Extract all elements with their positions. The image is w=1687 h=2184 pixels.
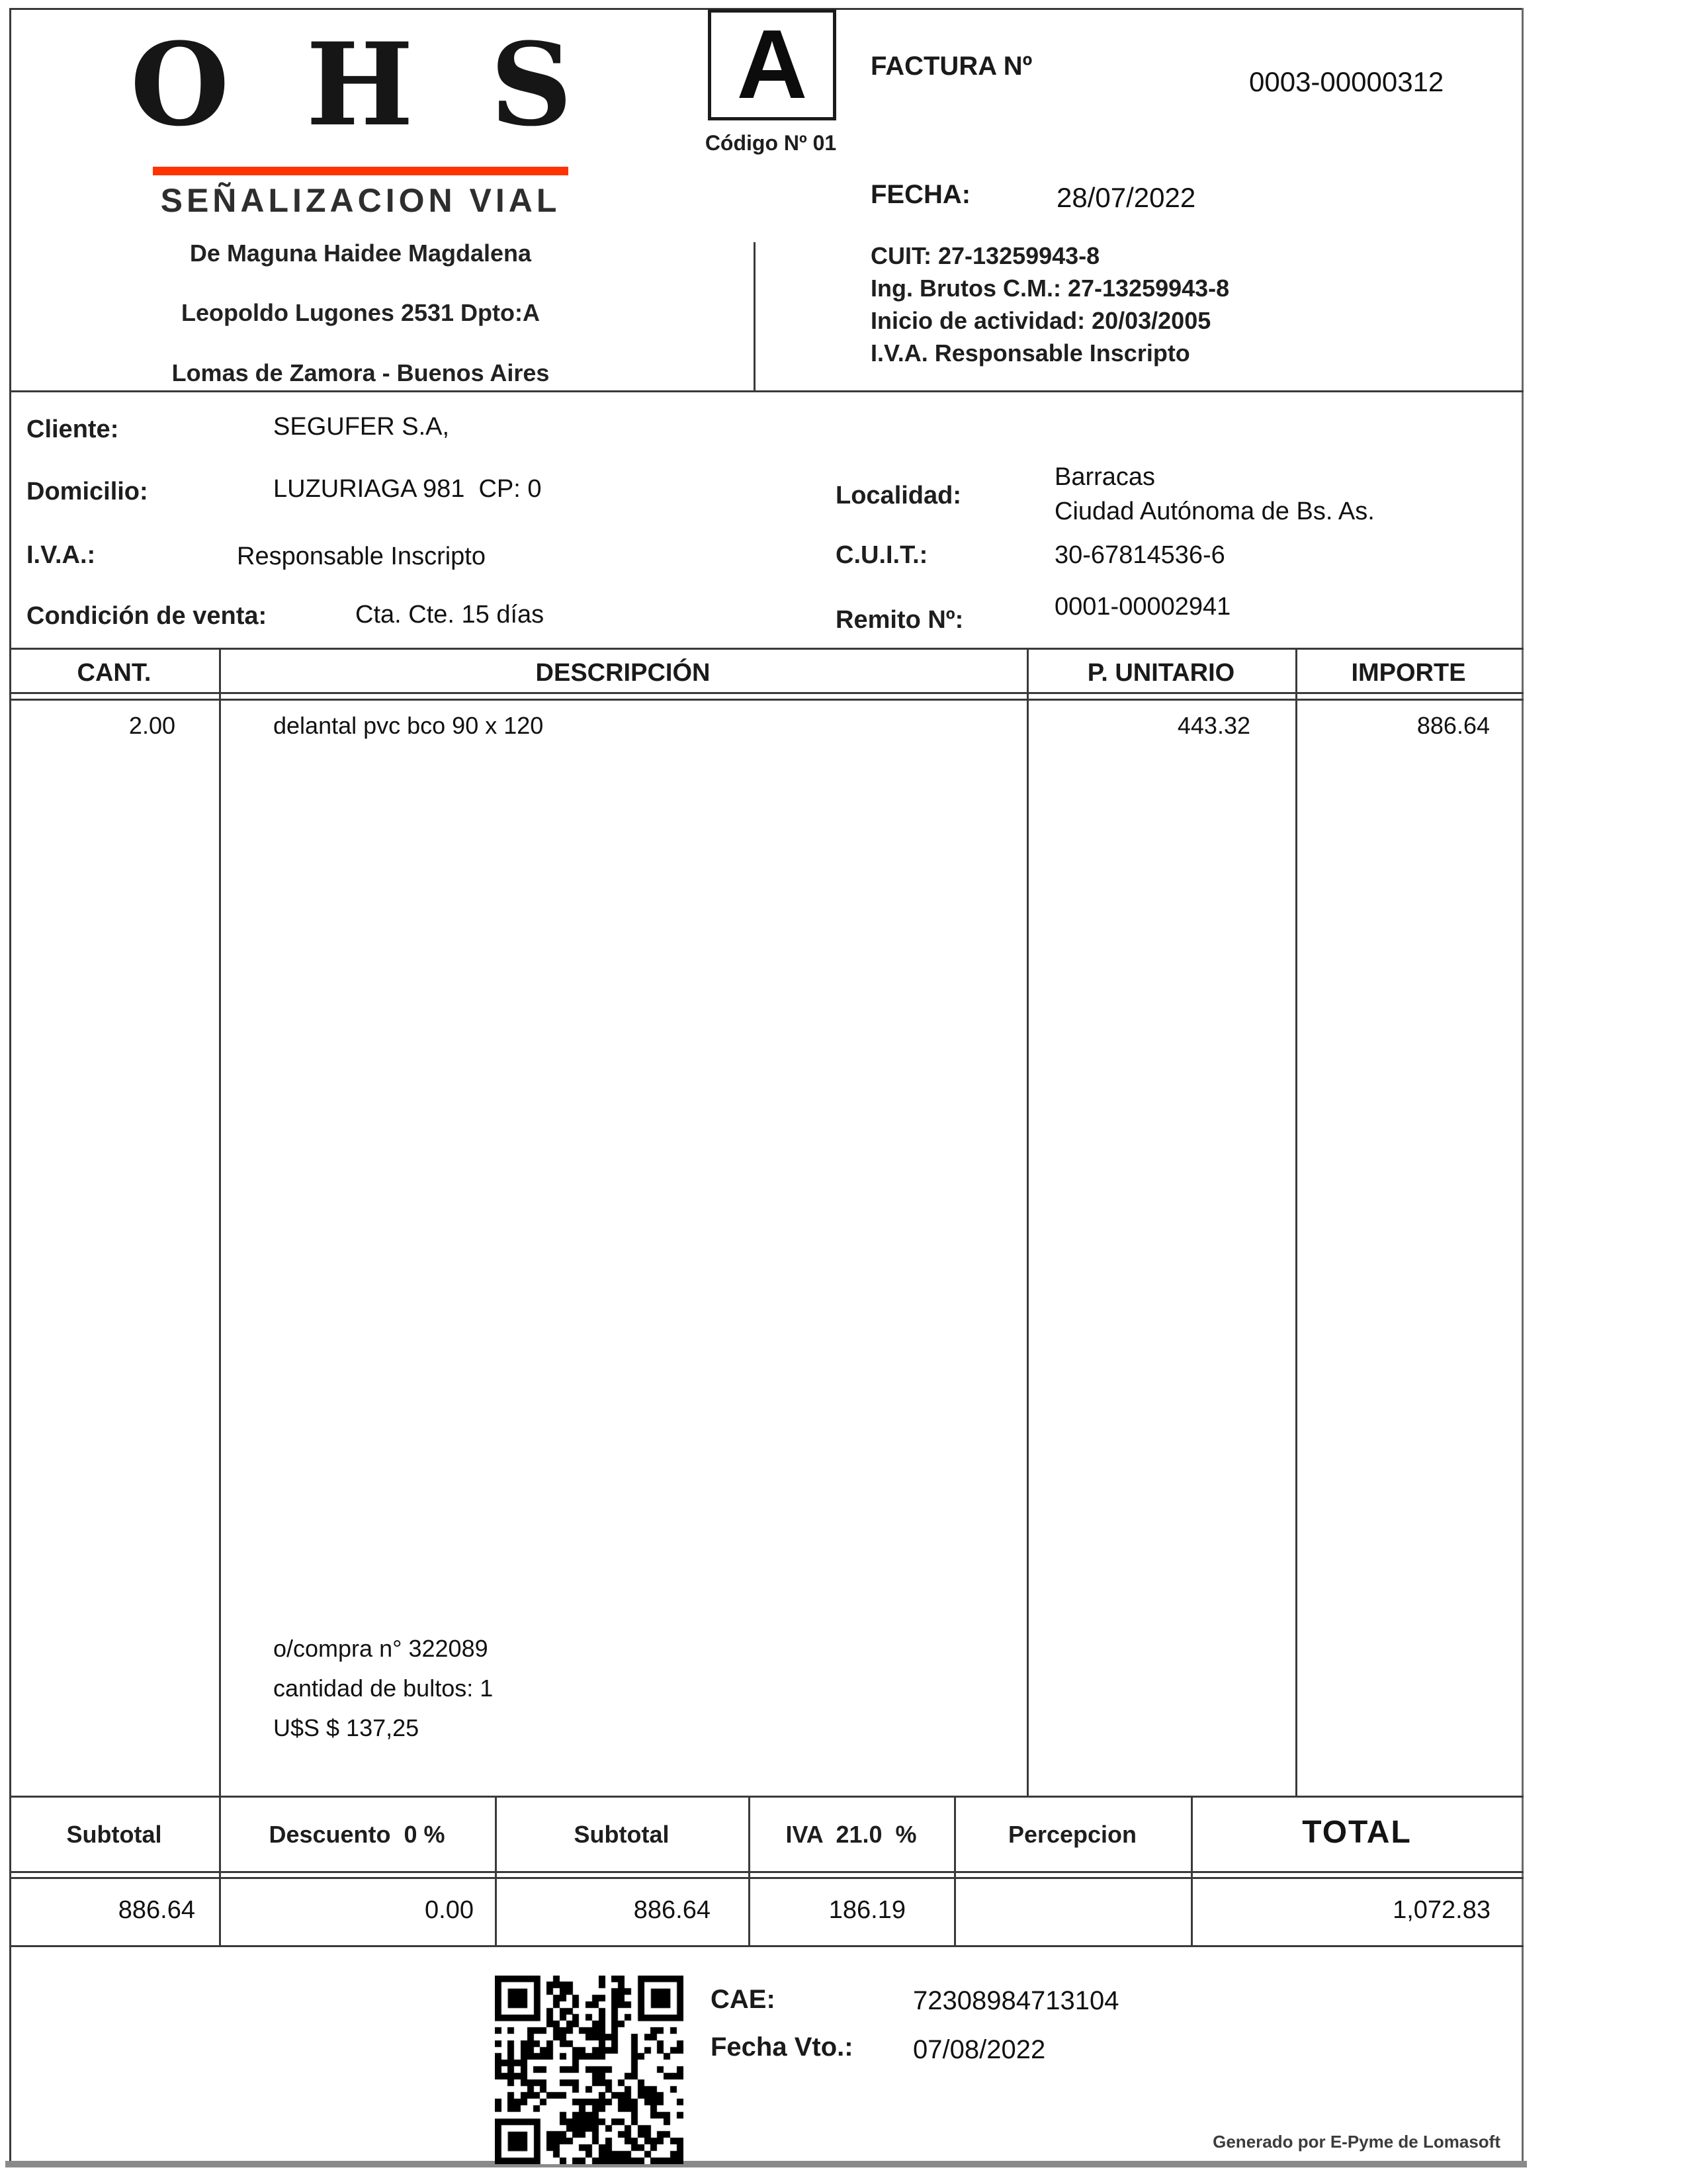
header-divider xyxy=(754,242,756,390)
summary-mid-line-1 xyxy=(9,1871,1524,1873)
col-header-descripcion: DESCRIPCIÓN xyxy=(535,659,711,687)
items-col-line-desc xyxy=(1027,648,1029,1797)
remito-label: Remito Nº: xyxy=(836,606,964,634)
items-header-line-1 xyxy=(9,692,1524,694)
items-col-line-cant xyxy=(219,648,221,1797)
header-bottom-line xyxy=(9,390,1524,392)
cae-label: CAE: xyxy=(711,1985,775,2014)
cuit-label: C.U.I.T.: xyxy=(836,541,928,569)
summary-top-line xyxy=(9,1796,1524,1798)
col-header-cant: CANT. xyxy=(77,659,151,687)
item-row-p-unitario: 443.32 xyxy=(1177,712,1250,739)
summary-subtotal1-value: 886.64 xyxy=(118,1896,195,1924)
summary-subtotal1-label: Subtotal xyxy=(66,1821,162,1848)
factura-number: 0003-00000312 xyxy=(1249,66,1444,97)
cliente-value: SEGUFER S.A, xyxy=(273,413,450,441)
summary-total-label: TOTAL xyxy=(1302,1815,1412,1850)
summary-descuento-value: 0.00 xyxy=(425,1896,474,1924)
summary-subtotal2-value: 886.64 xyxy=(633,1896,711,1924)
note-bultos: cantidad de bultos: 1 xyxy=(273,1675,494,1702)
item-row-descripcion: delantal pvc bco 90 x 120 xyxy=(273,712,544,739)
fiscal-ing-brutos: Ing. Brutos C.M.: 27-13259943-8 xyxy=(871,275,1230,302)
domicilio-value: LUZURIAGA 981 CP: 0 xyxy=(273,475,542,503)
summary-col-3 xyxy=(748,1796,750,1945)
company-address: Leopoldo Lugones 2531 Dpto:A xyxy=(181,299,540,326)
item-row-cant: 2.00 xyxy=(128,712,175,739)
col-header-p-unitario: P. UNITARIO xyxy=(1087,659,1235,687)
items-header-line-2 xyxy=(9,699,1524,701)
summary-col-2 xyxy=(495,1796,497,1945)
localidad-line1: Barracas xyxy=(1055,463,1156,491)
col-header-importe: IMPORTE xyxy=(1351,659,1466,687)
summary-subtotal2-label: Subtotal xyxy=(574,1821,670,1848)
factura-label: FACTURA Nº xyxy=(871,52,1033,81)
invoice-type-box xyxy=(708,9,836,120)
fecha-value: 28/07/2022 xyxy=(1057,182,1196,213)
items-col-line-unit xyxy=(1295,648,1297,1797)
summary-total-value: 1,072.83 xyxy=(1393,1896,1491,1924)
company-owner: De Maguna Haidee Magdalena xyxy=(189,240,532,267)
cuit-value: 30-67814536-6 xyxy=(1055,541,1225,569)
fiscal-cuit: CUIT: 27-13259943-8 xyxy=(871,242,1100,269)
summary-descuento-label: Descuento 0 % xyxy=(269,1821,445,1848)
item-row-importe: 886.64 xyxy=(1416,712,1490,739)
company-subtitle: SEÑALIZACION VIAL xyxy=(160,182,561,219)
condicion-venta-value: Cta. Cte. 15 días xyxy=(355,601,544,629)
domicilio-label: Domicilio: xyxy=(26,478,148,505)
logo-red-underline xyxy=(153,167,568,175)
summary-col-1 xyxy=(219,1796,221,1945)
localidad-label: Localidad: xyxy=(836,482,962,509)
invoice-type-code: Código Nº 01 xyxy=(705,131,837,155)
fecha-vto-label: Fecha Vto.: xyxy=(711,2032,853,2062)
cae-value: 72308984713104 xyxy=(913,1986,1119,2015)
fecha-vto-value: 07/08/2022 xyxy=(913,2035,1046,2064)
invoice-type-letter: A xyxy=(736,10,808,119)
fiscal-inicio-actividad: Inicio de actividad: 20/03/2005 xyxy=(871,307,1211,334)
remito-value: 0001-00002941 xyxy=(1055,593,1231,621)
summary-iva-label: IVA 21.0 % xyxy=(785,1821,917,1848)
summary-col-4 xyxy=(954,1796,956,1945)
summary-bottom-line xyxy=(9,1945,1524,1947)
localidad-line2: Ciudad Autónoma de Bs. As. xyxy=(1055,498,1375,525)
page-border-bottom xyxy=(5,2161,1527,2167)
company-city: Lomas de Zamora - Buenos Aires xyxy=(171,359,550,386)
note-dolares: U$S $ 137,25 xyxy=(273,1714,419,1741)
cliente-label: Cliente: xyxy=(26,415,119,443)
iva-label: I.V.A.: xyxy=(26,541,96,569)
summary-iva-value: 186.19 xyxy=(828,1896,906,1924)
qr-code-icon xyxy=(495,1976,683,2164)
summary-mid-line-2 xyxy=(9,1877,1524,1879)
fiscal-iva-condition: I.V.A. Responsable Inscripto xyxy=(871,339,1190,367)
iva-value: Responsable Inscripto xyxy=(237,543,486,570)
condicion-venta-label: Condición de venta: xyxy=(26,602,267,630)
generated-by-note: Generado por E-Pyme de Lomasoft xyxy=(1213,2132,1500,2152)
company-logo: O H S xyxy=(130,17,591,152)
fecha-label: FECHA: xyxy=(871,180,971,209)
summary-percepcion-label: Percepcion xyxy=(1008,1821,1137,1848)
note-orden-compra: o/compra n° 322089 xyxy=(273,1635,488,1662)
